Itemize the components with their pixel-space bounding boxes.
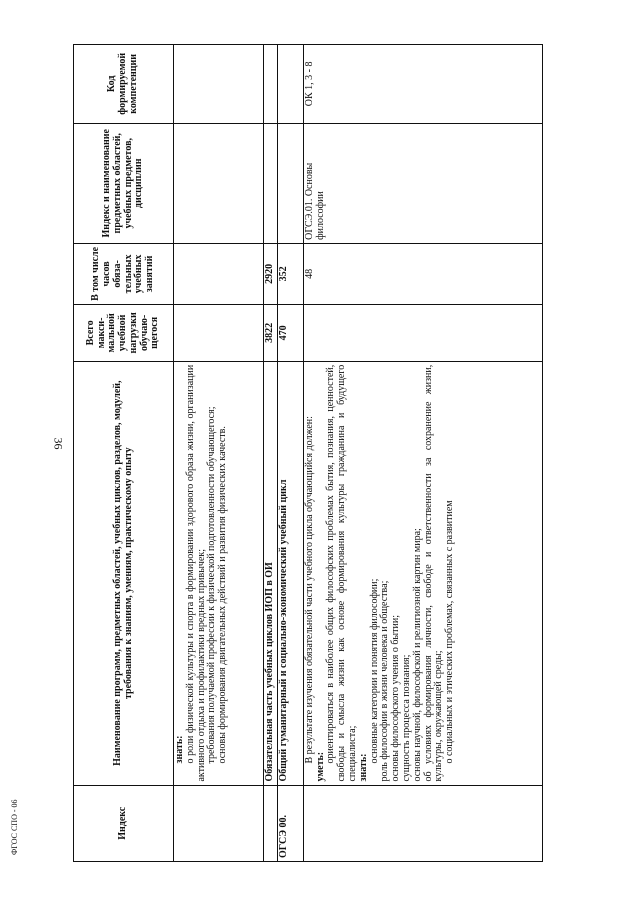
table-row-philosophy [303,45,542,862]
table-header-row [74,45,174,862]
philosophy-requirements: В результате изучения обязательной части учебного цикла обучающийся должен: уметь: ориентироваться в наиболее общих философских проблемах бытия, познания, ценностей, свободы и смысла жизни как основе формирования культуры гражданина и будущего специалиста; знать: основные категории и понятия философии; роль философии в жизни человека и общества; основы философского учения о бытии; сущность процесса познания; основы научной, философской и религиозной картин мира; об условиях формирования личности, свободе и ответственности за сохранение жизни, культуры, окружающей среды; о социальных и этических проблемах, связанных с развитием [303,361,542,785]
cycle-name: Общий гуманитарный и социально-экономический учебный цикл [277,361,303,785]
table-row-pe [174,45,264,862]
curriculum-table [73,44,543,862]
mandatory-name: Обязательная часть учебных циклов ИОП в ОИ [264,361,278,785]
header-max-load: Всего макси-мальной учебной нагрузки обучаю-щегося [74,304,174,361]
mandatory-classes: 2920 [264,243,278,304]
header-competence: Код формируемой компетенции [74,45,174,124]
page-number: 36 [51,437,66,450]
cycle-max-load: 470 [277,304,303,361]
philosophy-subject: ОГСЭ.01. Основы философии [303,123,542,243]
header-name: Наименование программ, предметных областей, учебных циклов, разделов, модулей, требования к знаниям, умениям, практическому опыту [74,361,174,785]
philosophy-competence: ОК 1, 3 - 8 [303,45,542,124]
header-index: Индекс [74,785,174,861]
header-classes: В том числе часов обяза-тельных учебных занятий [74,243,174,304]
cycle-index: ОГСЭ 00. [277,785,303,861]
table-row-cycle [277,45,303,862]
philosophy-classes: 48 [303,243,542,304]
curriculum-table-sheet [73,44,543,862]
mandatory-max-load: 3822 [264,304,278,361]
table-row-mandatory [264,45,278,862]
cycle-classes: 352 [277,243,303,304]
footer-code: ФГОС СПО - 06 [10,799,19,855]
header-subject-index: Индекс и наименование предметных областей, учебных предметов, дисциплин [74,123,174,243]
pe-requirements: знать: о роли физической культуры и спорта в формировании здорового образа жизни, организации активного отдыха и профилактики вредных привычек; требования получаемой профессии к физической подготовленности обучающегося; основы формирования двигательных действий и развития физических качеств. [174,361,264,785]
